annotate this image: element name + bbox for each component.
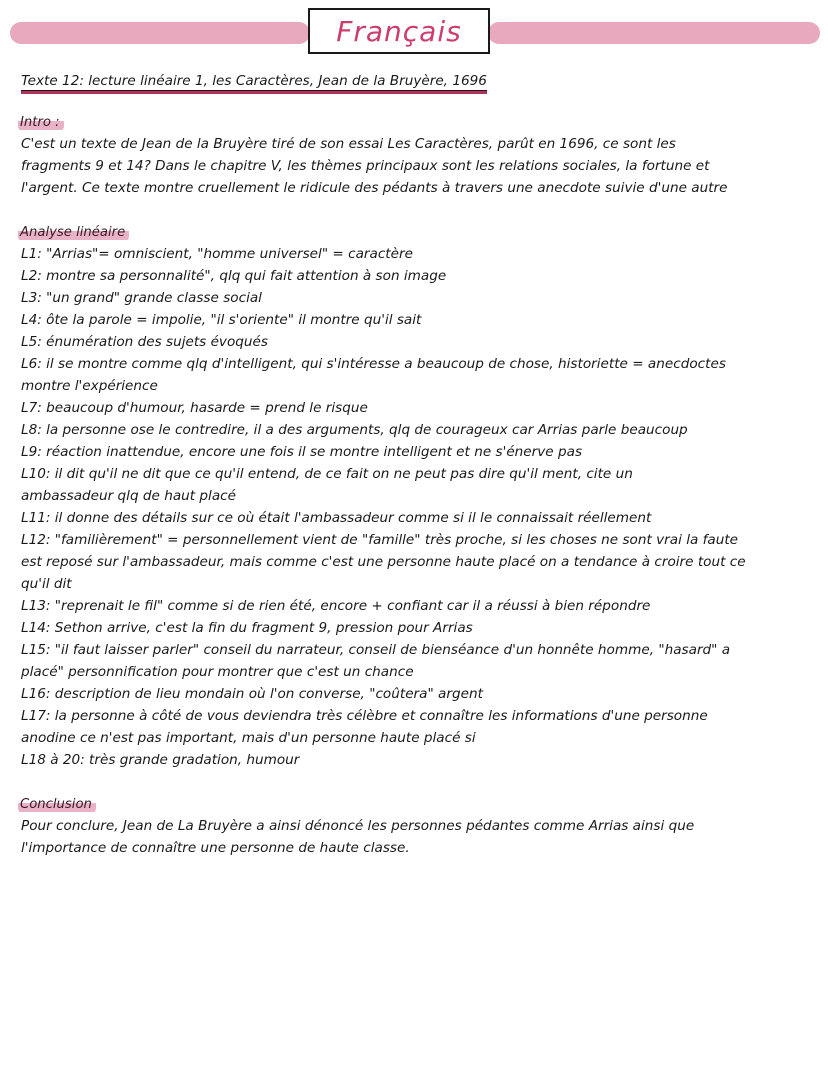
analyse-list [21, 243, 811, 771]
analyse-line: L14: Sethon arrive, c'est la fin du fragment 9, pression pour Arrias [21, 620, 473, 636]
subject-title: Français [336, 14, 462, 48]
analyse-line: L16: description de lieu mondain où l'on converse, "coûtera" argent [21, 686, 483, 702]
analyse-line: L7: beaucoup d'humour, hasarde = prend le risque [21, 400, 368, 416]
conclusion-section [21, 793, 811, 859]
analyse-line: L9: réaction inattendue, encore une fois il se montre intelligent et ne s'énerve pas [21, 444, 583, 460]
analyse-section [21, 221, 811, 771]
analyse-label: Analyse linéaire [18, 224, 129, 242]
intro-line: l'argent. Ce texte montre cruellement le ridicule des pédants à travers une anecdote suivie d'une autre [21, 180, 728, 196]
intro-line: C'est un texte de Jean de la Bruyère tiré de son essai Les Caractères, parût en 1696, ce sont les [21, 136, 676, 152]
intro-line: fragments 9 et 14? Dans le chapitre V, les thèmes principaux sont les relations sociales, la fortune et [21, 158, 710, 174]
analyse-line: L8: la personne ose le contredire, il a des arguments, qlq de courageux car Arrias parle beaucoup [21, 422, 688, 438]
conclusion-label: Conclusion [18, 796, 96, 814]
analyse-line: L18 à 20: très grande gradation, humour [21, 752, 300, 768]
document-heading: Texte 12: lecture linéaire 1, les Caractères, Jean de la Bruyère, 1696 [21, 73, 487, 89]
analyse-line: placé" personnification pour montrer que c'est un chance [21, 664, 414, 680]
analyse-line: L5: énumération des sujets évoqués [21, 334, 268, 350]
analyse-line: L6: il se montre comme qlq d'intelligent, qui s'intéresse a beaucoup de chose, historiette = anecdoctes [21, 356, 726, 372]
conclusion-line: l'importance de connaître une personne de haute classe. [21, 840, 410, 856]
analyse-line: L11: il donne des détails sur ce où était l'ambassadeur comme si il le connaissait réellement [21, 510, 652, 526]
analyse-line: L1: "Arrias"= omniscient, "homme universel" = caractère [21, 246, 413, 262]
intro-label: Intro : [18, 114, 64, 132]
analyse-line: L4: ôte la parole = impolie, "il s'oriente" il montre qu'il sait [21, 312, 422, 328]
header-band-right [488, 22, 820, 44]
analyse-line: L15: "il faut laisser parler" conseil du narrateur, conseil de bienséance d'un honnête homme, "hasard" a [21, 642, 731, 658]
analyse-line: anodine ce n'est pas important, mais d'un personne haute placé si [21, 730, 476, 746]
page-header [0, 0, 828, 60]
intro-section [21, 111, 811, 199]
conclusion-line: Pour conclure, Jean de La Bruyère a ainsi dénoncé les personnes pédantes comme Arrias ainsi que [21, 818, 695, 834]
analyse-line: L12: "familièrement" = personnellement vient de "famille" très proche, si les choses ne sont vrai la faute [21, 532, 739, 548]
analyse-line: qu'il dit [21, 576, 72, 592]
analyse-line: L3: "un grand" grande classe social [21, 290, 262, 306]
analyse-line: L13: "reprenait le fil" comme si de rien été, encore + confiant car il a réussi à bien répondre [21, 598, 651, 614]
intro-paragraph [21, 133, 811, 199]
analyse-line: montre l'expérience [21, 378, 158, 394]
document-body [21, 70, 811, 881]
subject-title-box [308, 8, 490, 54]
analyse-line: est reposé sur l'ambassadeur, mais comme c'est une personne haute placé on a tendance à croire tout ce [21, 554, 746, 570]
analyse-line: L17: la personne à côté de vous deviendra très célèbre et connaître les informations d'une personne [21, 708, 708, 724]
header-band-left [10, 22, 310, 44]
analyse-line: L2: montre sa personnalité", qlq qui fait attention à son image [21, 268, 447, 284]
analyse-line: L10: il dit qu'il ne dit que ce qu'il entend, de ce fait on ne peut pas dire qu'il ment, cite un [21, 466, 633, 482]
analyse-line: ambassadeur qlq de haut placé [21, 488, 236, 504]
conclusion-paragraph [21, 815, 811, 859]
